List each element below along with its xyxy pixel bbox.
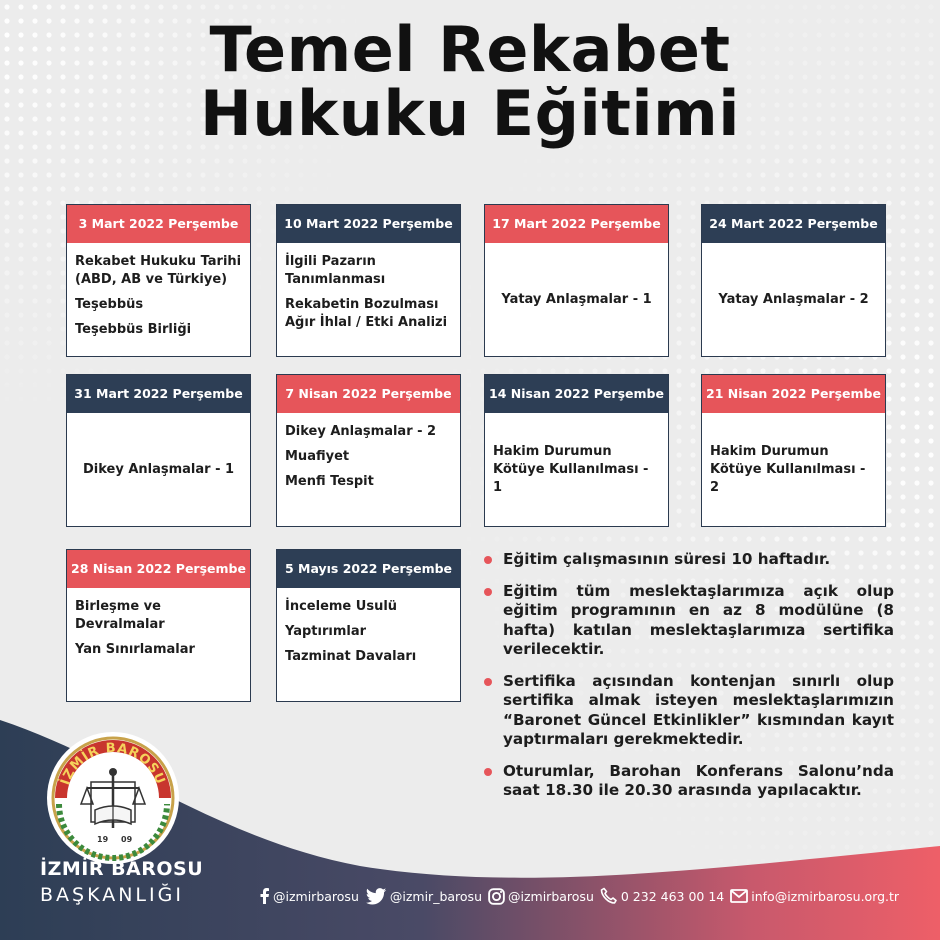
- twitter-icon: [365, 888, 387, 905]
- session-topic: Birleşme ve Devralmalar: [75, 599, 165, 632]
- social-twitter[interactable]: @izmir_barosu: [365, 888, 482, 905]
- note-item: Sertifika açısından kontenjan sınırlı olup sertifika almak isteyen meslektaşlarımızın “Baronet Güncel Etkinlikler” kısmından kayıt yaptırmaları gerekmektedir.: [482, 672, 894, 750]
- social-facebook[interactable]: @izmirbarosu: [258, 888, 359, 904]
- session-card-4: [701, 204, 886, 357]
- bullet-dot-icon: [484, 678, 492, 686]
- session-date: 10 Mart 2022 Perşembe: [277, 205, 460, 243]
- info-notes: [482, 550, 894, 813]
- session-topic: Yatay Anlaşmalar - 1: [501, 291, 652, 307]
- session-topic: Hakim Durumun Kötüye Kullanılması - 2: [710, 443, 866, 495]
- session-date: 17 Mart 2022 Perşembe: [485, 205, 668, 243]
- session-card-9: [66, 549, 251, 702]
- session-card-6: [276, 374, 461, 527]
- session-card-3: [484, 204, 669, 357]
- phone-icon: [600, 887, 618, 905]
- session-topic: Dikey Anlaşmalar - 1: [82, 461, 235, 477]
- session-date: 3 Mart 2022 Perşembe: [67, 205, 250, 243]
- instagram-icon: [488, 888, 505, 905]
- session-topic: İlgili Pazarın Tanımlanması: [285, 254, 386, 287]
- mail-icon: [730, 889, 748, 903]
- social-links: [258, 887, 905, 905]
- session-date: 14 Nisan 2022 Perşembe: [485, 375, 668, 413]
- session-topic: İnceleme Usulü: [285, 599, 398, 614]
- session-topic: Dikey Anlaşmalar - 2: [285, 424, 437, 439]
- svg-text:09: 09: [121, 835, 133, 844]
- session-card-5: [66, 374, 251, 527]
- session-card-1: [66, 204, 251, 357]
- session-topic: Rekabetin Bozulması Ağır İhlal / Etki Analizi: [285, 297, 448, 330]
- session-date: 24 Mart 2022 Perşembe: [702, 205, 885, 243]
- session-topic: Menfi Tespit: [285, 474, 374, 489]
- page-title: [0, 13, 940, 150]
- title-line-1: Temel Rekabet: [209, 13, 731, 86]
- session-topic: Yatay Anlaşmalar - 2: [718, 291, 869, 307]
- facebook-icon: [258, 888, 270, 904]
- session-card-7: [484, 374, 669, 527]
- session-date: 5 Mayıs 2022 Perşembe: [277, 550, 460, 588]
- org-subtitle: BAŞKANLIĞI: [40, 884, 184, 906]
- svg-text:19: 19: [97, 835, 109, 844]
- session-date: 28 Nisan 2022 Perşembe: [67, 550, 250, 588]
- social-instagram[interactable]: @izmirbarosu: [488, 888, 594, 905]
- session-topic: Yaptırımlar: [285, 624, 367, 639]
- session-date: 21 Nisan 2022 Perşembe: [702, 375, 885, 413]
- note-item: Eğitim çalışmasının süresi 10 haftadır.: [482, 550, 894, 570]
- session-date: 31 Mart 2022 Perşembe: [67, 375, 250, 413]
- title-line-2: Hukuku Eğitimi: [199, 77, 741, 150]
- session-card-10: [276, 549, 461, 702]
- session-topic: Hakim Durumun Kötüye Kullanılması - 1: [493, 443, 649, 495]
- bullet-dot-icon: [484, 588, 492, 596]
- session-date: 7 Nisan 2022 Perşembe: [277, 375, 460, 413]
- session-topic: Teşebbüs: [75, 297, 144, 312]
- session-topic: Muafiyet: [285, 449, 350, 464]
- social-phone[interactable]: 0 232 463 00 14: [600, 887, 724, 905]
- session-topic: Yan Sınırlamalar: [75, 642, 195, 657]
- org-name: İZMİR BAROSU: [40, 858, 204, 880]
- note-item: Oturumlar, Barohan Konferans Salonu’nda saat 18.30 ile 20.30 arasında yapılacaktır.: [482, 762, 894, 801]
- session-topic: Tazminat Davaları: [285, 649, 417, 664]
- session-card-2: [276, 204, 461, 357]
- session-topic: Rekabet Hukuku Tarihi (ABD, AB ve Türkiye): [75, 254, 242, 287]
- social-mail[interactable]: info@izmirbarosu.org.tr: [730, 889, 899, 904]
- bullet-dot-icon: [484, 768, 492, 776]
- bullet-dot-icon: [484, 556, 492, 564]
- izmir-barosu-logo: [45, 730, 181, 866]
- session-topic: Teşebbüs Birliği: [75, 322, 192, 337]
- svg-text:İZMİR BAROSU: İZMİR BAROSU: [58, 740, 168, 788]
- note-item: Eğitim tüm meslektaşlarımıza açık olup eğitim programının en az 8 modülüne (8 hafta) katılan meslektaşlarımıza sertifika verilecektir.: [482, 582, 894, 660]
- session-card-8: [701, 374, 886, 527]
